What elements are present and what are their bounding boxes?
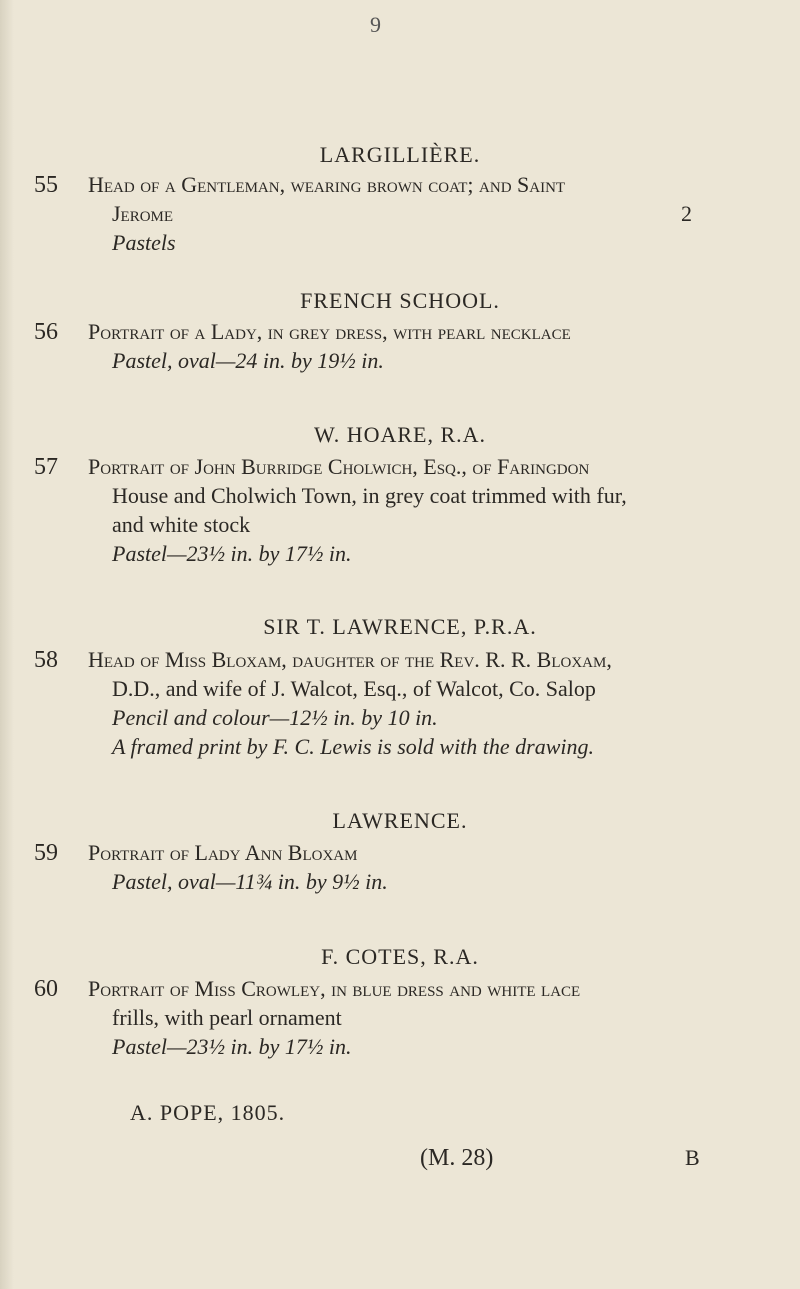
artist-heading: LARGILLIÈRE. xyxy=(319,142,481,167)
page-number: 9 xyxy=(370,12,381,37)
lot-title-cont: House and Cholwich Town, in grey coat trimmed with fur, xyxy=(112,483,627,508)
lot-title: Portrait of John Burridge Cholwich, Esq., of Faringdon xyxy=(88,454,590,479)
lot-medium: Pastel, oval—24 in. by 19½ in. xyxy=(112,348,384,373)
signature-mark: (M. 28) xyxy=(420,1145,494,1171)
lot-title: Portrait of Miss Crowley, in blue dress and white lace xyxy=(88,976,581,1001)
lot-title-cont: and white stock xyxy=(112,512,251,537)
lot-medium: Pencil and colour—12½ in. by 10 in. xyxy=(112,705,438,730)
lot-medium: Pastels xyxy=(112,230,176,255)
lot-title: Portrait of Lady Ann Bloxam xyxy=(88,840,358,865)
lot-number: 60 xyxy=(34,976,58,1002)
lot-title: Head of Miss Bloxam, daughter of the Rev. R. R. Bloxam, xyxy=(88,647,612,672)
lot-number: 57 xyxy=(34,454,58,480)
lot-number: 58 xyxy=(34,647,58,673)
lot-title: Head of a Gentleman, wearing brown coat; and Saint xyxy=(88,172,566,197)
lot-medium: Pastel—23½ in. by 17½ in. xyxy=(112,1034,352,1059)
lot-note: A framed print by F. C. Lewis is sold with the drawing. xyxy=(112,734,595,759)
artist-heading: W. HOARE, R.A. xyxy=(313,422,487,447)
lot-count: 2 xyxy=(681,201,692,226)
page-edge-shadow xyxy=(0,0,14,1289)
lot-title-cont: Jerome xyxy=(112,201,174,226)
artist-heading: SIR T. LAWRENCE, P.R.A. xyxy=(263,614,537,639)
lot-number: 59 xyxy=(34,840,58,866)
lot-title: Portrait of a Lady, in grey dress, with pearl necklace xyxy=(88,319,571,344)
lot-medium: Pastel, oval—11¾ in. by 9½ in. xyxy=(112,869,388,894)
artist-heading: F. COTES, R.A. xyxy=(321,944,479,969)
artist-heading: FRENCH SCHOOL. xyxy=(300,288,500,313)
lot-title-cont: D.D., and wife of J. Walcot, Esq., of Walcot, Co. Salop xyxy=(112,676,596,701)
artist-heading: LAWRENCE. xyxy=(332,808,468,833)
lot-number: 55 xyxy=(34,172,58,198)
lot-number: 56 xyxy=(34,319,58,345)
gathering-letter: B xyxy=(685,1145,700,1170)
lot-title-cont: frills, with pearl ornament xyxy=(112,1005,342,1030)
lot-medium: Pastel—23½ in. by 17½ in. xyxy=(112,541,352,566)
artist-heading: A. POPE, 1805. xyxy=(130,1100,286,1125)
